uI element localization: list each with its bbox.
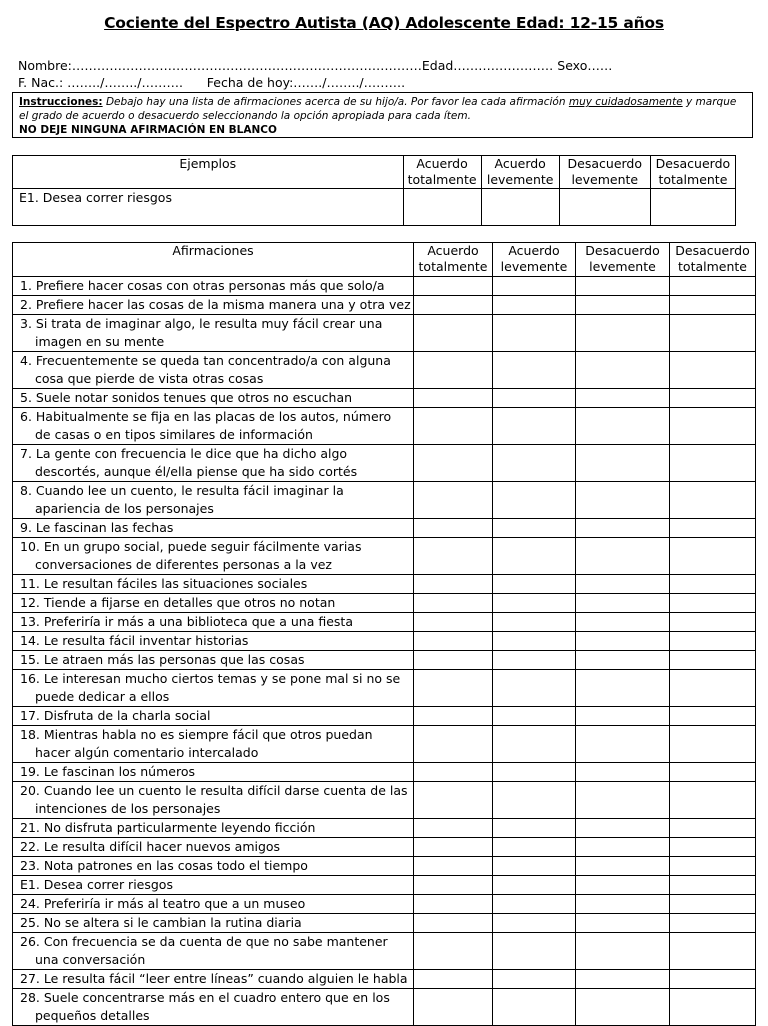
answer-cell[interactable] [493,277,576,296]
answer-cell[interactable] [414,782,493,819]
statement-row [13,519,756,538]
answer-cell[interactable] [576,538,670,575]
statement-text [13,519,414,538]
answer-cell[interactable] [670,445,756,482]
answer-cell[interactable] [670,594,756,613]
answer-cell[interactable] [493,575,576,594]
answer-cell[interactable] [670,857,756,876]
answer-cell[interactable] [670,389,756,408]
example-row [13,189,736,226]
statement-row [13,914,756,933]
statement-text [13,482,414,519]
statement-row [13,613,756,632]
statement-row [13,482,756,519]
answer-cell[interactable] [414,594,493,613]
statement-row [13,726,756,763]
answer-cell[interactable] [493,352,576,389]
statement-text [13,819,414,838]
answer-cell[interactable] [493,914,576,933]
statement-text [13,763,414,782]
statement-text [13,970,414,989]
statement-line: 14. Le resulta fácil inventar historias [20,633,249,648]
column-header: Desacuerdo totalmente [650,156,735,189]
statement-text [13,575,414,594]
statement-line: 7. La gente con frecuencia le dice que ha dicho algo [20,446,348,461]
statement-line: 18. Mientras habla no es siempre fácil que otros puedan [20,727,373,742]
answer-cell[interactable] [576,315,670,352]
answer-cell[interactable] [650,189,735,226]
answer-cell[interactable] [414,632,493,651]
answer-cell[interactable] [576,782,670,819]
answer-cell[interactable] [414,895,493,914]
answer-cell[interactable] [670,315,756,352]
answer-cell[interactable] [670,613,756,632]
answer-cell[interactable] [670,575,756,594]
statement-line: 15. Le atraen más las personas que las cosas [20,652,305,667]
statement-row [13,707,756,726]
statement-line: 2. Prefiere hacer las cosas de la misma manera una y otra vez [20,297,411,312]
answer-cell[interactable] [670,670,756,707]
answer-cell[interactable] [670,651,756,670]
answer-cell[interactable] [576,389,670,408]
answer-cell[interactable] [670,895,756,914]
answer-cell[interactable] [493,519,576,538]
answer-cell[interactable] [576,277,670,296]
answer-cell[interactable] [670,838,756,857]
statement-line: 3. Si trata de imaginar algo, le resulta muy fácil crear una [20,316,383,331]
answer-cell[interactable] [576,296,670,315]
statement-line: 19. Le fascinan los números [20,764,195,779]
answer-cell[interactable] [414,296,493,315]
answer-cell[interactable] [414,389,493,408]
answer-cell[interactable] [670,632,756,651]
answer-cell[interactable] [576,352,670,389]
statement-text [13,352,414,389]
statement-text [13,538,414,575]
column-header: Acuerdo totalmente [403,156,481,189]
statement-row [13,352,756,389]
answer-cell[interactable] [481,189,559,226]
statement-row [13,389,756,408]
statement-text [13,707,414,726]
answer-cell[interactable] [670,538,756,575]
statement-line: apariencia de los personajes [35,501,214,516]
answer-cell[interactable] [493,538,576,575]
statement-line: 23. Nota patrones en las cosas todo el tiempo [20,858,308,873]
answer-cell[interactable] [576,726,670,763]
column-header: Acuerdo totalmente [414,243,493,277]
example-statement: E1. Desea correr riesgos [13,189,404,226]
statement-row [13,632,756,651]
answer-cell[interactable] [414,315,493,352]
statement-line: descortés, aunque él/ella piense que ha sido cortés [35,464,358,479]
statement-line: pequeños detalles [35,1008,150,1023]
answer-cell[interactable] [493,876,576,895]
answer-cell[interactable] [414,482,493,519]
answer-cell[interactable] [493,594,576,613]
answer-cell[interactable] [670,970,756,989]
statement-line: 1. Prefiere hacer cosas con otras personas más que solo/a [20,278,385,293]
statement-text [13,613,414,632]
statement-line: 8. Cuando lee un cuento, le resulta fácil imaginar la [20,483,344,498]
answer-cell[interactable] [493,970,576,989]
answer-cell[interactable] [670,763,756,782]
statement-row [13,277,756,296]
answer-cell[interactable] [576,632,670,651]
answer-cell[interactable] [493,838,576,857]
answer-cell[interactable] [414,989,493,1026]
answer-cell[interactable] [576,519,670,538]
answer-cell[interactable] [576,970,670,989]
answer-cell[interactable] [576,670,670,707]
statement-line: 6. Habitualmente se fija en las placas de los autos, número [20,409,392,424]
instructions-box [12,92,753,138]
instructions-text-1: Debajo hay una lista de afirmaciones acerca de su hijo/a. Por favor lea cada afirmación [102,96,569,108]
column-header: Acuerdo levemente [481,156,559,189]
answer-cell[interactable] [576,651,670,670]
answer-cell[interactable] [670,707,756,726]
answer-cell[interactable] [414,933,493,970]
answer-cell[interactable] [493,989,576,1026]
answer-cell[interactable] [576,613,670,632]
statement-line: puede dedicar a ellos [35,689,170,704]
answer-cell[interactable] [493,933,576,970]
answer-cell[interactable] [493,819,576,838]
statement-line: 5. Suele notar sonidos tenues que otros no escuchan [20,390,353,405]
statement-line: 11. Le resultan fáciles las situaciones sociales [20,576,308,591]
statement-line: 9. Le fascinan las fechas [20,520,174,535]
answer-cell[interactable] [670,933,756,970]
column-header: Desacuerdo totalmente [670,243,756,277]
statement-row [13,651,756,670]
statement-line: E1. Desea correr riesgos [20,877,173,892]
birthdate-today-line[interactable]: F. Nac.: ……../……../………. Fecha de hoy:……./……../………. [18,75,406,90]
answer-cell[interactable] [576,482,670,519]
answer-cell[interactable] [576,857,670,876]
answer-cell[interactable] [403,189,481,226]
answer-cell[interactable] [670,408,756,445]
statement-row [13,408,756,445]
column-header: Desacuerdo levemente [576,243,670,277]
statement-row [13,670,756,707]
statement-row [13,445,756,482]
answer-cell[interactable] [493,651,576,670]
statement-text [13,389,414,408]
answer-cell[interactable] [576,575,670,594]
statement-line: 12. Tiende a fijarse en detalles que otros no notan [20,595,336,610]
answer-cell[interactable] [414,857,493,876]
answer-cell[interactable] [414,670,493,707]
statement-line: 13. Preferiría ir más a una biblioteca que a una fiesta [20,614,353,629]
answer-cell[interactable] [670,914,756,933]
answer-cell[interactable] [414,876,493,895]
answer-cell[interactable] [670,296,756,315]
answer-cell[interactable] [576,594,670,613]
answer-cell[interactable] [576,819,670,838]
answer-cell[interactable] [576,445,670,482]
answer-cell[interactable] [414,819,493,838]
answer-cell[interactable] [414,914,493,933]
answer-cell[interactable] [493,315,576,352]
answer-cell[interactable] [670,352,756,389]
column-header: Desacuerdo levemente [559,156,650,189]
examples-table [12,155,736,226]
statement-row [13,970,756,989]
answer-cell[interactable] [576,763,670,782]
answer-cell[interactable] [493,763,576,782]
statement-text [13,857,414,876]
answer-cell[interactable] [493,782,576,819]
statement-row [13,876,756,895]
answer-cell[interactable] [414,519,493,538]
statement-row [13,989,756,1026]
statement-line: una conversación [35,952,146,967]
answer-cell[interactable] [414,352,493,389]
statement-line: intenciones de los personajes [35,801,221,816]
answer-cell[interactable] [670,482,756,519]
answer-cell[interactable] [670,876,756,895]
answer-cell[interactable] [414,445,493,482]
statement-text [13,670,414,707]
statements-header: Afirmaciones [13,243,414,277]
instructions-warning: NO DEJE NINGUNA AFIRMACIÓN EN BLANCO [19,124,277,136]
instructions-label: Instrucciones: [19,96,103,108]
answer-cell[interactable] [414,613,493,632]
statement-line: 16. Le interesan mucho ciertos temas y se pone mal si no se [20,671,401,686]
statement-line: cosa que pierde de vista otras cosas [35,371,264,386]
answer-cell[interactable] [576,914,670,933]
statement-text [13,315,414,352]
statements-header-row [13,243,756,277]
answer-cell[interactable] [414,651,493,670]
statement-row [13,933,756,970]
statement-line: imagen en su mente [35,334,165,349]
statement-row [13,315,756,352]
examples-header: Ejemplos [13,156,404,189]
statement-text [13,594,414,613]
statement-line: 28. Suele concentrarse más en el cuadro entero que en los [20,990,390,1005]
statement-line: hacer algún comentario intercalado [35,745,259,760]
statement-text [13,651,414,670]
answer-cell[interactable] [493,613,576,632]
statement-line: 20. Cuando lee un cuento le resulta difícil darse cuenta de las [20,783,408,798]
answer-cell[interactable] [493,296,576,315]
statement-text [13,408,414,445]
answer-cell[interactable] [493,389,576,408]
answer-cell[interactable] [576,838,670,857]
statement-text [13,876,414,895]
answer-cell[interactable] [414,707,493,726]
statement-text [13,782,414,819]
answer-cell[interactable] [493,857,576,876]
answer-cell[interactable] [670,519,756,538]
statements-table [12,242,756,1026]
answer-cell[interactable] [670,726,756,763]
statement-text [13,895,414,914]
answer-cell[interactable] [414,726,493,763]
answer-cell[interactable] [576,876,670,895]
answer-cell[interactable] [670,989,756,1026]
answer-cell[interactable] [414,763,493,782]
statement-line: 26. Con frecuencia se da cuenta de que no sabe mantener [20,934,388,949]
answer-cell[interactable] [493,632,576,651]
answer-cell[interactable] [493,408,576,445]
statement-line: conversaciones de diferentes personas a la vez [35,557,332,572]
page-title: Cociente del Espectro Autista (AQ) Adolescente Edad: 12-15 años [104,14,664,32]
statement-text [13,726,414,763]
statement-row [13,763,756,782]
answer-cell[interactable] [576,707,670,726]
statement-line: 10. En un grupo social, puede seguir fácilmente varias [20,539,362,554]
statement-row [13,857,756,876]
statement-row [13,296,756,315]
answer-cell[interactable] [576,895,670,914]
answer-cell[interactable] [493,482,576,519]
column-header: Acuerdo levemente [493,243,576,277]
instructions-text-2: y marque el grado de acuerdo o desacuerdo seleccionando la opción apropiada para cada ítem. [19,96,737,122]
answer-cell[interactable] [576,933,670,970]
statement-line: 24. Preferiría ir más al teatro que a un museo [20,896,306,911]
statement-line: 27. Le resulta fácil “leer entre líneas” cuando alguien le habla [20,971,408,986]
answer-cell[interactable] [670,277,756,296]
answer-cell[interactable] [414,575,493,594]
statement-text [13,914,414,933]
answer-cell[interactable] [670,782,756,819]
instructions-emphasis: muy cuidadosamente [568,96,683,108]
answer-cell[interactable] [493,670,576,707]
statement-text [13,277,414,296]
statement-row [13,594,756,613]
statement-row [13,819,756,838]
statement-text [13,989,414,1026]
answer-cell[interactable] [493,895,576,914]
answer-cell[interactable] [493,707,576,726]
statement-line: 22. Le resulta difícil hacer nuevos amigos [20,839,281,854]
statement-text [13,445,414,482]
answer-cell[interactable] [414,408,493,445]
answer-cell[interactable] [576,408,670,445]
answer-cell[interactable] [414,838,493,857]
examples-header-row [13,156,736,189]
statement-line: 25. No se altera si le cambian la rutina diaria [20,915,302,930]
statement-row [13,575,756,594]
answer-cell[interactable] [493,445,576,482]
answer-cell[interactable] [493,726,576,763]
answer-cell[interactable] [670,819,756,838]
statement-row [13,782,756,819]
statement-row [13,895,756,914]
statement-row [13,538,756,575]
statement-text [13,296,414,315]
name-age-sex-line[interactable]: Nombre:…………………………………………………………………………Edad…………………… Sexo…… [18,58,613,73]
answer-cell[interactable] [559,189,650,226]
statement-text [13,838,414,857]
answer-cell[interactable] [414,277,493,296]
statement-row [13,838,756,857]
statement-line: 21. No disfruta particularmente leyendo ficción [20,820,316,835]
statement-line: 4. Frecuentemente se queda tan concentrado/a con alguna [20,353,391,368]
statement-line: 17. Disfruta de la charla social [20,708,211,723]
answer-cell[interactable] [414,538,493,575]
answer-cell[interactable] [414,970,493,989]
answer-cell[interactable] [576,989,670,1026]
statement-text [13,632,414,651]
statement-line: de casas o en tipos similares de información [35,427,313,442]
statement-text [13,933,414,970]
